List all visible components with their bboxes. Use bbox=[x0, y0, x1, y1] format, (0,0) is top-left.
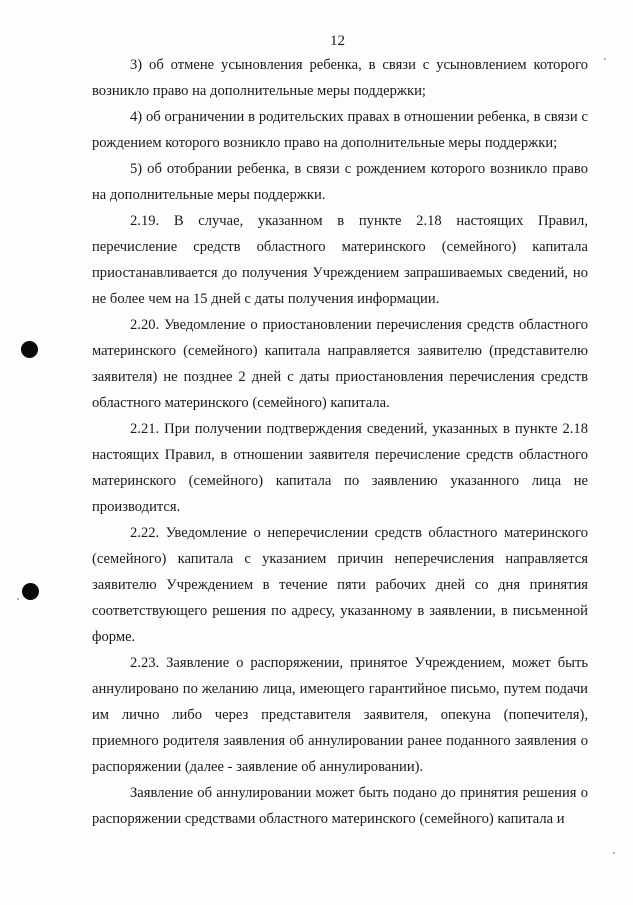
page-number: 12 bbox=[330, 33, 345, 49]
paragraph-2-23: 2.23. Заявление о распоряжении, принятое Учреждением, может быть аннулировано по желанию лица, имеющего гарантийное письмо, путем подачи им лично либо через представителя заявителя, опекуна (попечителя), приемного родителя заявления об аннулировании ранее поданного заявления о распоряжении (далее - заявление об аннулировании). bbox=[92, 655, 588, 775]
paragraph-2-20: 2.20. Уведомление о приостановлении перечисления средств областного материнского (семейного) капитала направляется заявителю (представителю заявителя) не позднее 2 дней с даты приостановления перечисления средств областного материнского (семейного) капитала. bbox=[92, 317, 588, 411]
paragraph-item-5: 5) об отобрании ребенка, в связи с рождением которого возникло право на дополнительные меры поддержки. bbox=[92, 161, 588, 203]
paragraph-2-21: 2.21. При получении подтверждения сведений, указанных в пункте 2.18 настоящих Правил, в отношении заявителя перечисление средств областного материнского (семейного) капитала по заявлению указанного лица не производится. bbox=[92, 421, 588, 515]
punch-hole-top bbox=[21, 341, 38, 358]
scan-speck bbox=[604, 58, 606, 60]
scan-speck bbox=[17, 598, 19, 600]
paragraph-2-22: 2.22. Уведомление о неперечислении средств областного материнского (семейного) капитала с указанием причин неперечисления направляется заявителю Учреждением в течение пяти рабочих дней со дня принятия соответствующего решения по адресу, указанному в заявлении, в письменной форме. bbox=[92, 525, 588, 645]
paragraph-annulment-application: Заявление об аннулировании может быть подано до принятия решения о распоряжении средствами областного материнского (семейного) капитала и bbox=[92, 785, 588, 827]
document-body bbox=[92, 52, 588, 832]
paragraph-item-4: 4) об ограничении в родительских правах в отношении ребенка, в связи с рождением которого возникло право на дополнительные меры поддержки; bbox=[92, 109, 588, 151]
scan-speck bbox=[613, 852, 615, 854]
paragraph-item-3: 3) об отмене усыновления ребенка, в связи с усыновлением которого возникло право на дополнительные меры поддержки; bbox=[92, 57, 588, 99]
punch-hole-bottom bbox=[22, 583, 39, 600]
paragraph-2-19: 2.19. В случае, указанном в пункте 2.18 настоящих Правил, перечисление средств областного материнского (семейного) капитала приостанавливается до получения Учреждением запрашиваемых сведений, но не более чем на 15 дней с даты получения информации. bbox=[92, 213, 588, 307]
